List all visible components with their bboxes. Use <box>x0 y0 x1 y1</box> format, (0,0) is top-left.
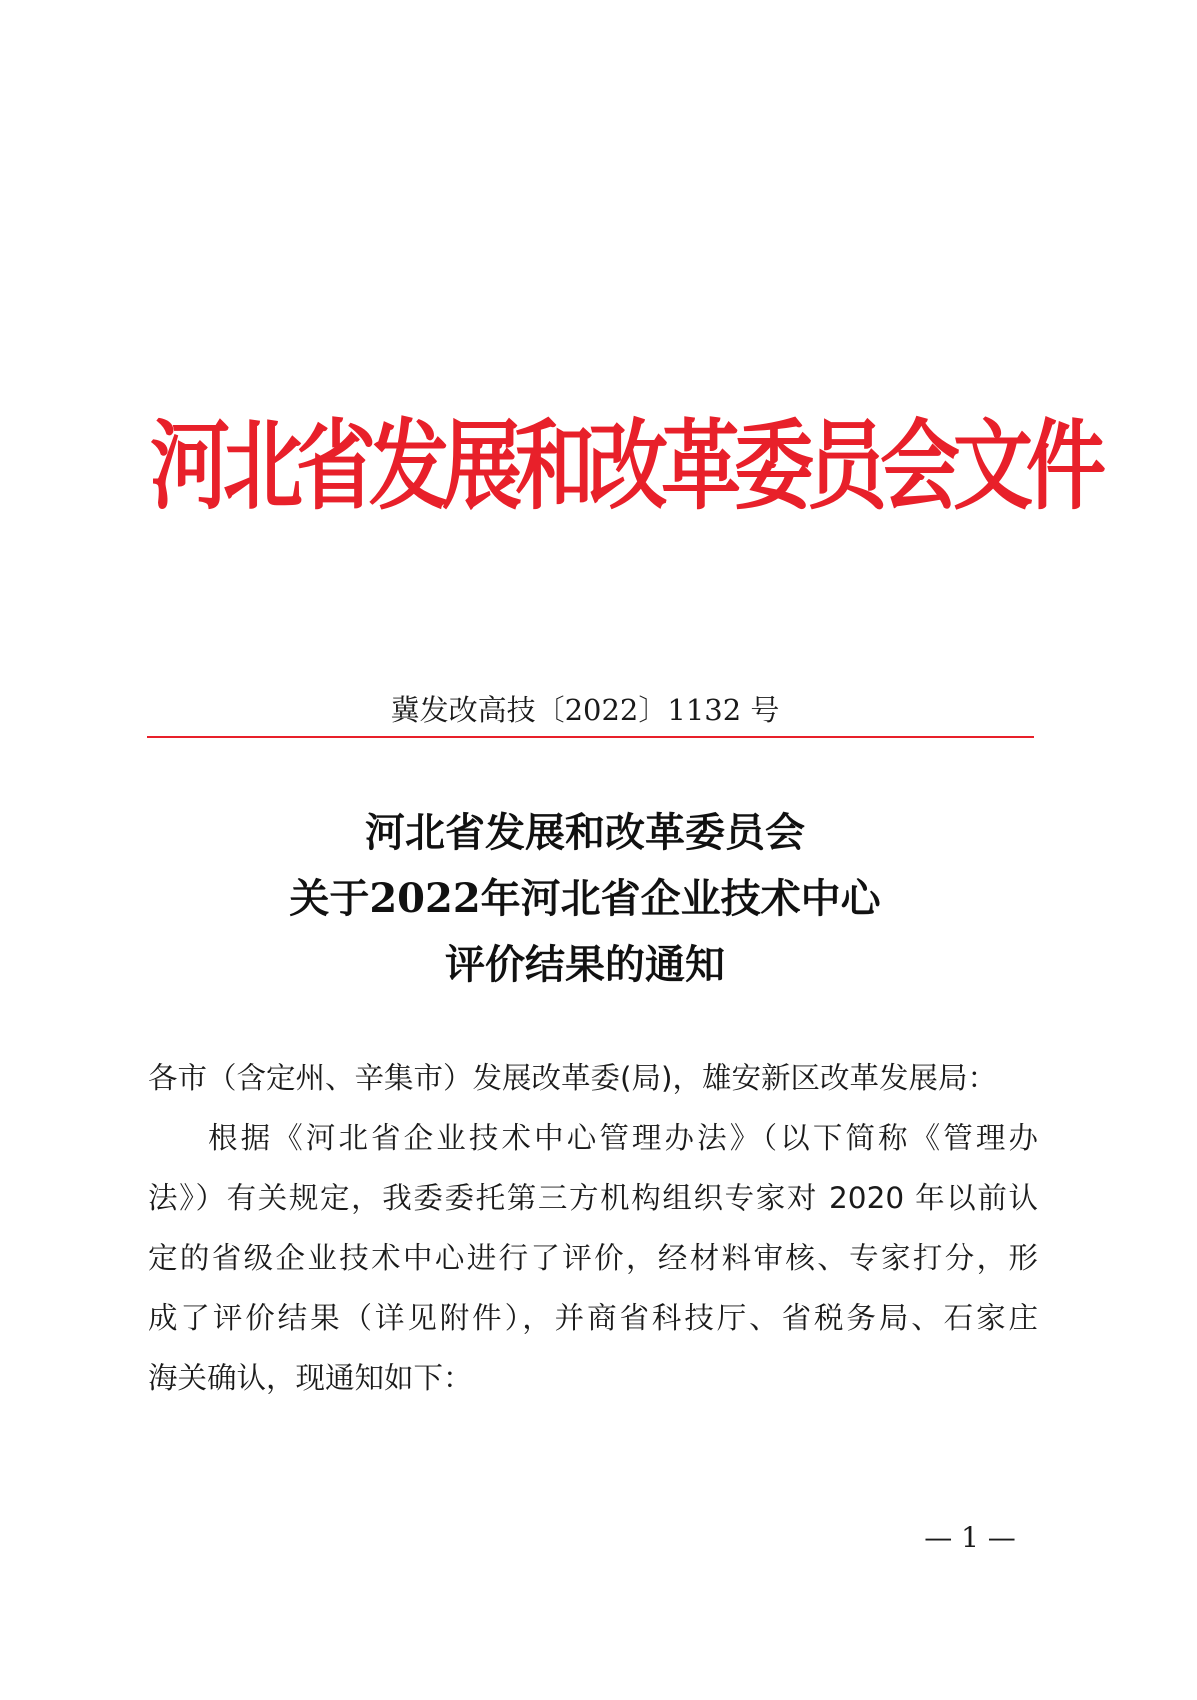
paragraph-line-1: 根据《河北省企业技术中心管理办法》（以下简称《管理办 <box>208 1121 1038 1155</box>
document-number: 冀发改高技〔2022〕1132 号 <box>390 693 780 727</box>
notice-title-line-2: 关于2022年河北省企业技术中心 <box>289 875 881 922</box>
red-separator-rule <box>147 736 1034 738</box>
notice-title <box>150 800 1020 998</box>
paragraph-line-4: 成了评价结果（详见附件），并商省科技厅、省税务局、石家庄 <box>148 1301 1038 1335</box>
notice-body <box>148 1048 1038 1408</box>
paragraph-line-2: 法》）有关规定，我委委托第三方机构组织专家对 2020 年以前认 <box>148 1181 1038 1215</box>
notice-title-line-1: 河北省发展和改革委员会 <box>365 809 805 856</box>
notice-title-line-3: 评价结果的通知 <box>445 941 725 988</box>
paragraph-line-5: 海关确认，现通知如下： <box>148 1361 473 1395</box>
salutation: 各市（含定州、辛集市）发展改革委(局)，雄安新区改革发展局： <box>148 1061 998 1095</box>
page-number: — 1 — <box>924 1521 1016 1554</box>
paragraph-line-3: 定的省级企业技术中心进行了评价，经材料审核、专家打分，形 <box>148 1241 1038 1275</box>
masthead-title: 河北省发展和改革委员会文件 <box>150 409 1099 524</box>
